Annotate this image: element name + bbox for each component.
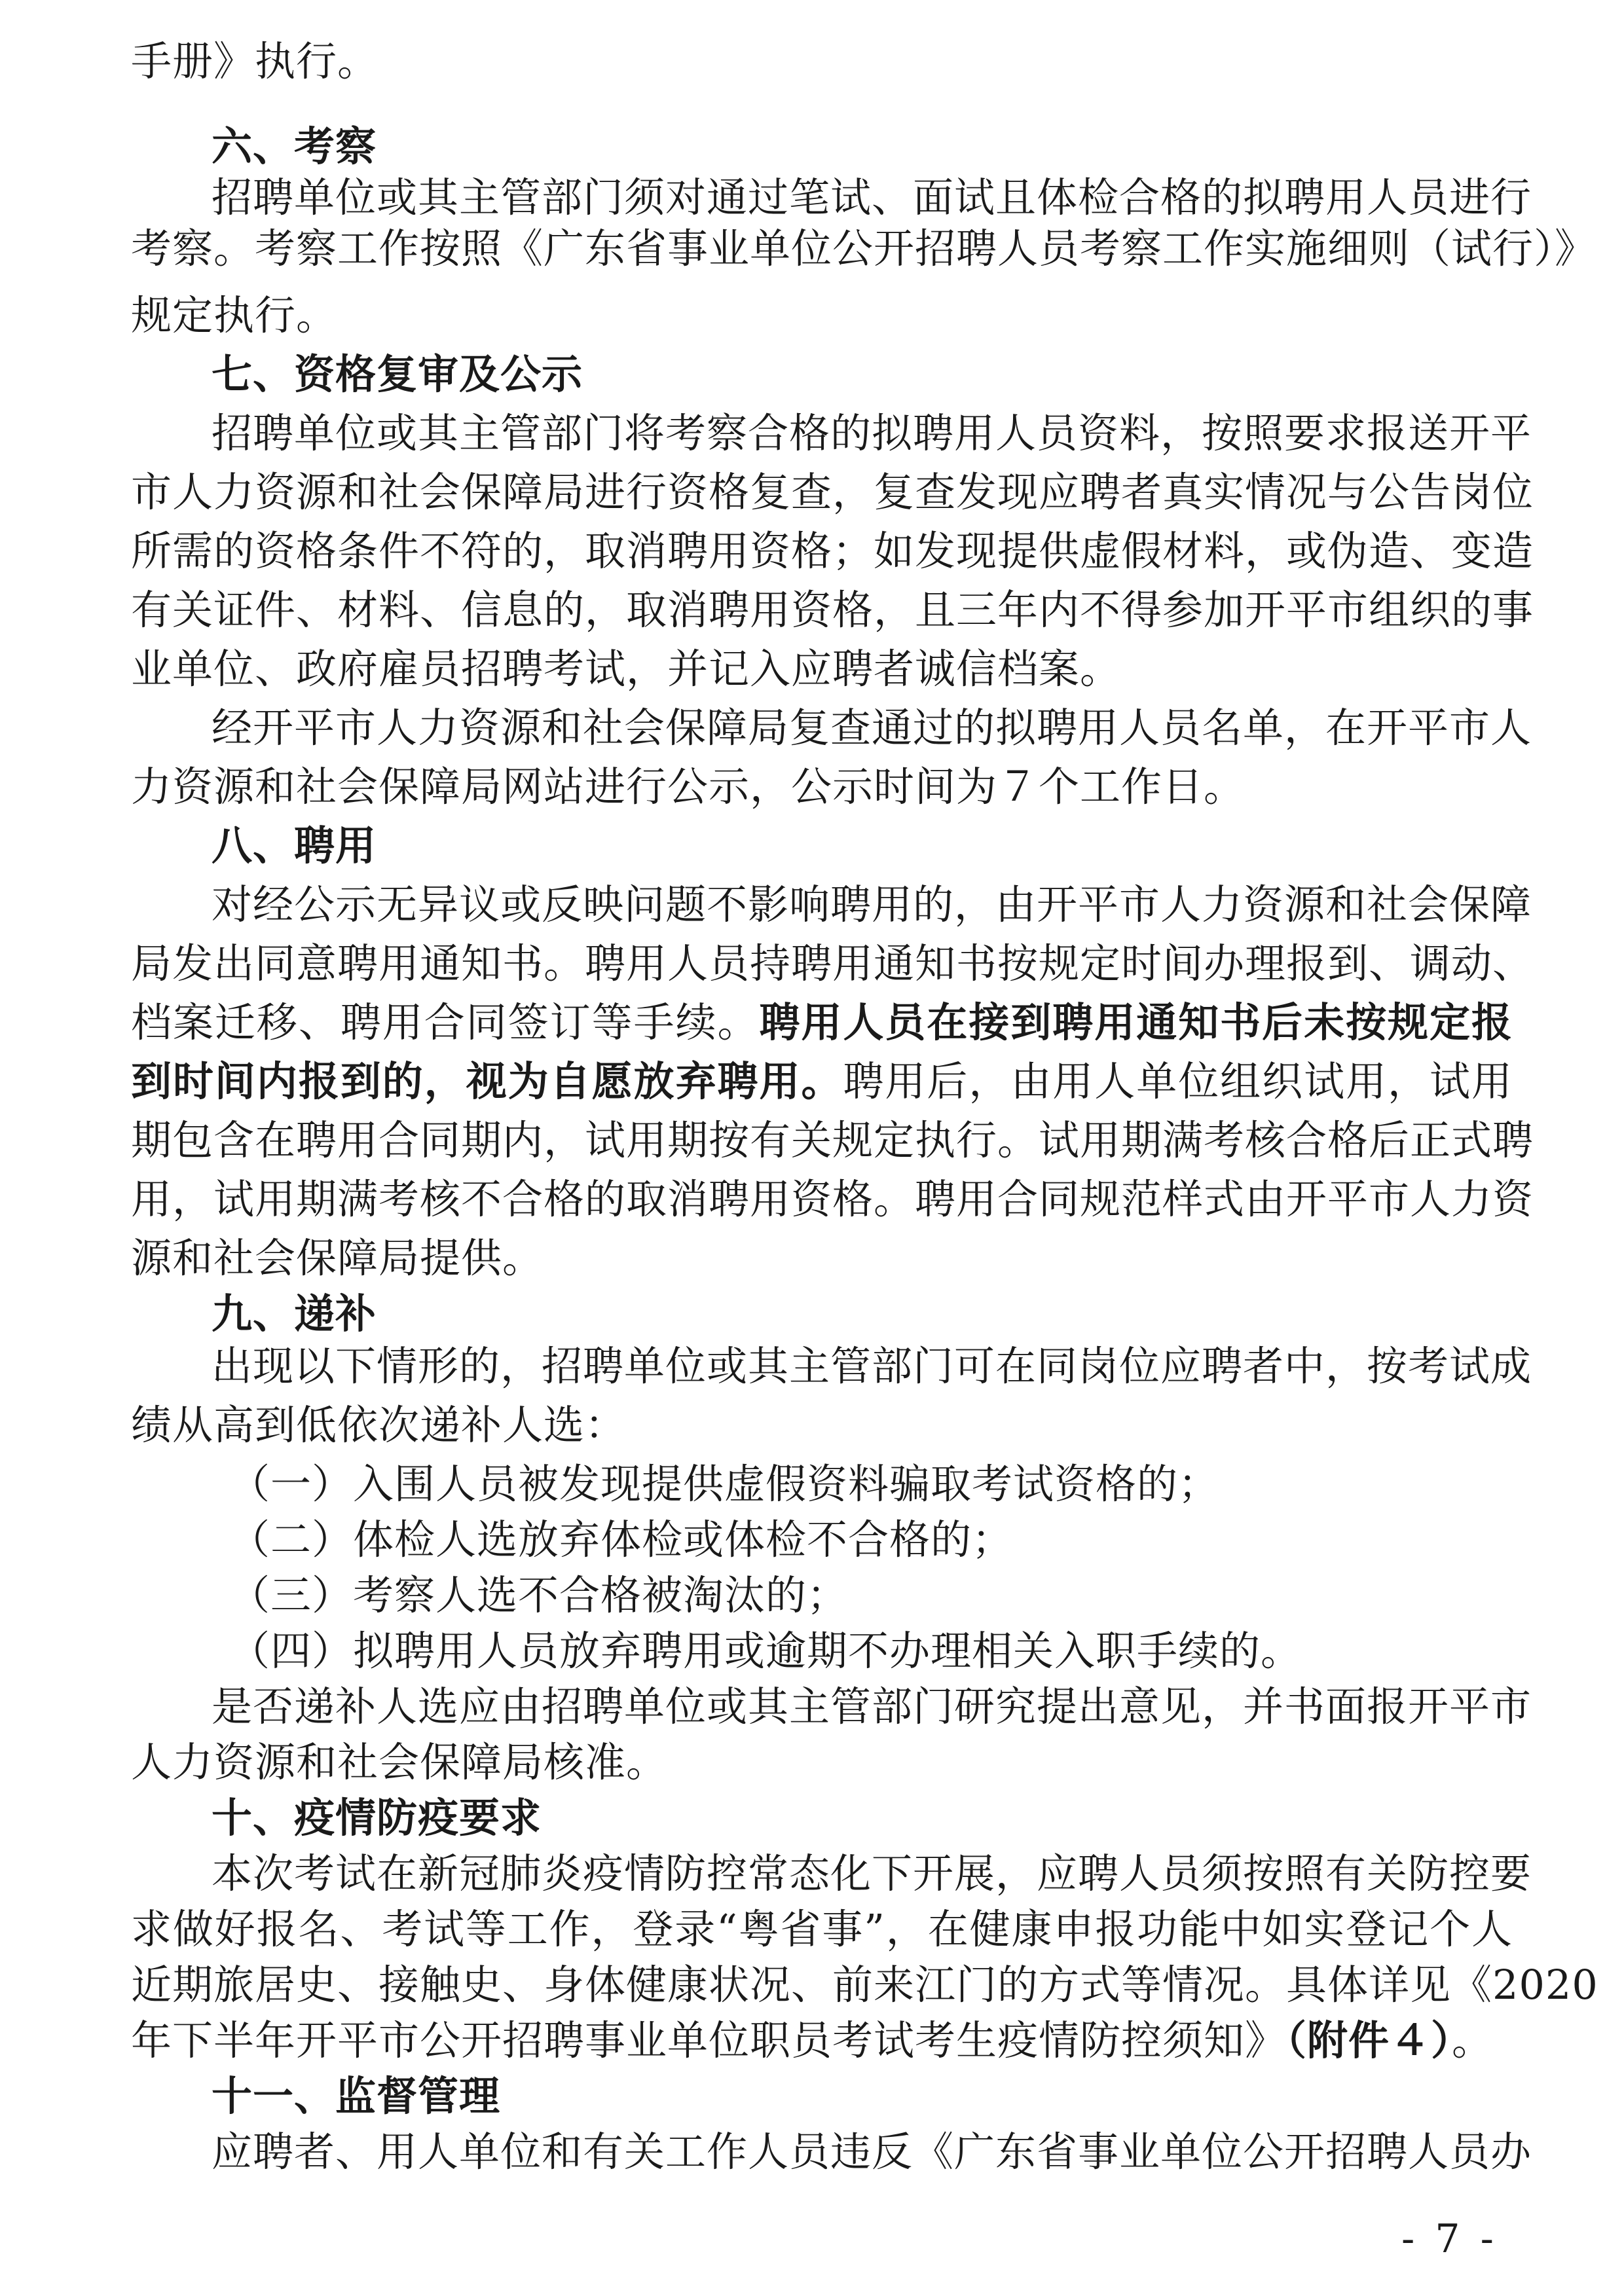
paragraph-line: 用，试用期满考核不合格的取消聘用资格。聘用合同规范样式由开平市人力资 <box>131 1175 1534 1223</box>
paragraph-line: 对经公示无异议或反映问题不影响聘用的，由开平市人力资源和社会保障 <box>212 881 1532 928</box>
bold-text: 聘用人员在接到聘用通知书后未按规定报 <box>759 998 1513 1046</box>
section-heading: 六、考察 <box>212 122 377 170</box>
section-heading: 七、资格复审及公示 <box>212 350 583 398</box>
paragraph-line: 所需的资格条件不符的，取消聘用资格；如发现提供虚假材料，或伪造、变造 <box>131 527 1534 575</box>
bold-text: （附件４） <box>1286 2016 1452 2064</box>
paragraph-line: 力资源和社会保障局网站进行公示，公示时间为７个工作日。 <box>131 763 1246 811</box>
list-item: （四）拟聘用人员放弃聘用或逾期不办理相关入职手续的。 <box>229 1627 1302 1675</box>
paragraph-line: 年下半年开平市公开招聘事业单位职员考试考生疫情防控须知》（附件４）。 <box>131 2016 1494 2064</box>
list-item: （一）入围人员被发现提供虚假资料骗取考试资格的； <box>229 1460 1220 1508</box>
paragraph-line: 招聘单位或其主管部门将考察合格的拟聘用人员资料，按照要求报送开平 <box>212 409 1532 457</box>
paragraph-line: 出现以下情形的，招聘单位或其主管部门可在同岗位应聘者中，按考试成 <box>212 1342 1532 1390</box>
paragraph-line: 手册》执行。 <box>131 37 379 85</box>
section-heading: 十、疫情防疫要求 <box>212 1794 542 1842</box>
list-item: （三）考察人选不合格被淘汰的； <box>229 1571 849 1619</box>
paragraph-line: 近期旅居史、接触史、身体健康状况、前来江门的方式等情况。具体详见《2020 <box>131 1961 1598 2009</box>
paragraph-line: 人力资源和社会保障局核准。 <box>131 1738 668 1786</box>
paragraph-line: 规定执行。 <box>131 291 338 339</box>
paragraph-line: 有关证件、材料、信息的，取消聘用资格，且三年内不得参加开平市组织的事 <box>131 586 1534 634</box>
paragraph-line: 源和社会保障局提供。 <box>131 1234 544 1282</box>
page-number: - 7 - <box>1401 2216 1498 2262</box>
paragraph-line: 到时间内报到的，视为自愿放弃聘用。聘用后，由用人单位组织试用，试用 <box>131 1057 1513 1105</box>
paragraph-line: 局发出同意聘用通知书。聘用人员持聘用通知书按规定时间办理报到、调动、 <box>131 939 1534 987</box>
paragraph-line: 考察。考察工作按照《广东省事业单位公开招聘人员考察工作实施细则（试行）》 <box>131 225 1596 272</box>
section-heading: 九、递补 <box>212 1290 377 1338</box>
paragraph-line: 业单位、政府雇员招聘考试，并记入应聘者诚信档案。 <box>131 645 1122 693</box>
paragraph-line: 求做好报名、考试等工作，登录“粤省事”，在健康申报功能中如实登记个人 <box>131 1905 1513 1953</box>
paragraph-line: 应聘者、用人单位和有关工作人员违反《广东省事业单位公开招聘人员办 <box>212 2128 1532 2176</box>
paragraph-line: 招聘单位或其主管部门须对通过笔试、面试且体检合格的拟聘用人员进行 <box>212 173 1532 221</box>
section-heading: 十一、监督管理 <box>212 2072 501 2120</box>
paragraph-line: 是否递补人选应由招聘单位或其主管部门研究提出意见，并书面报开平市 <box>212 1683 1532 1730</box>
paragraph-line: 经开平市人力资源和社会保障局复查通过的拟聘用人员名单，在开平市人 <box>212 704 1532 752</box>
section-heading: 八、聘用 <box>212 822 377 869</box>
paragraph-line: 档案迁移、聘用合同签订等手续。聘用人员在接到聘用通知书后未按规定报 <box>131 998 1513 1046</box>
paragraph-line: 本次考试在新冠肺炎疫情防控常态化下开展，应聘人员须按照有关防控要 <box>212 1850 1532 1897</box>
paragraph-line: 期包含在聘用合同期内，试用期按有关规定执行。试用期满考核合格后正式聘 <box>131 1116 1534 1164</box>
list-item: （二）体检人选放弃体检或体检不合格的； <box>229 1516 1014 1563</box>
bold-text: 到时间内报到的，视为自愿放弃聘用。 <box>131 1057 843 1105</box>
paragraph-line: 绩从高到低依次递补人选： <box>131 1401 627 1449</box>
paragraph-line: 市人力资源和社会保障局进行资格复查，复查发现应聘者真实情况与公告岗位 <box>131 468 1534 516</box>
